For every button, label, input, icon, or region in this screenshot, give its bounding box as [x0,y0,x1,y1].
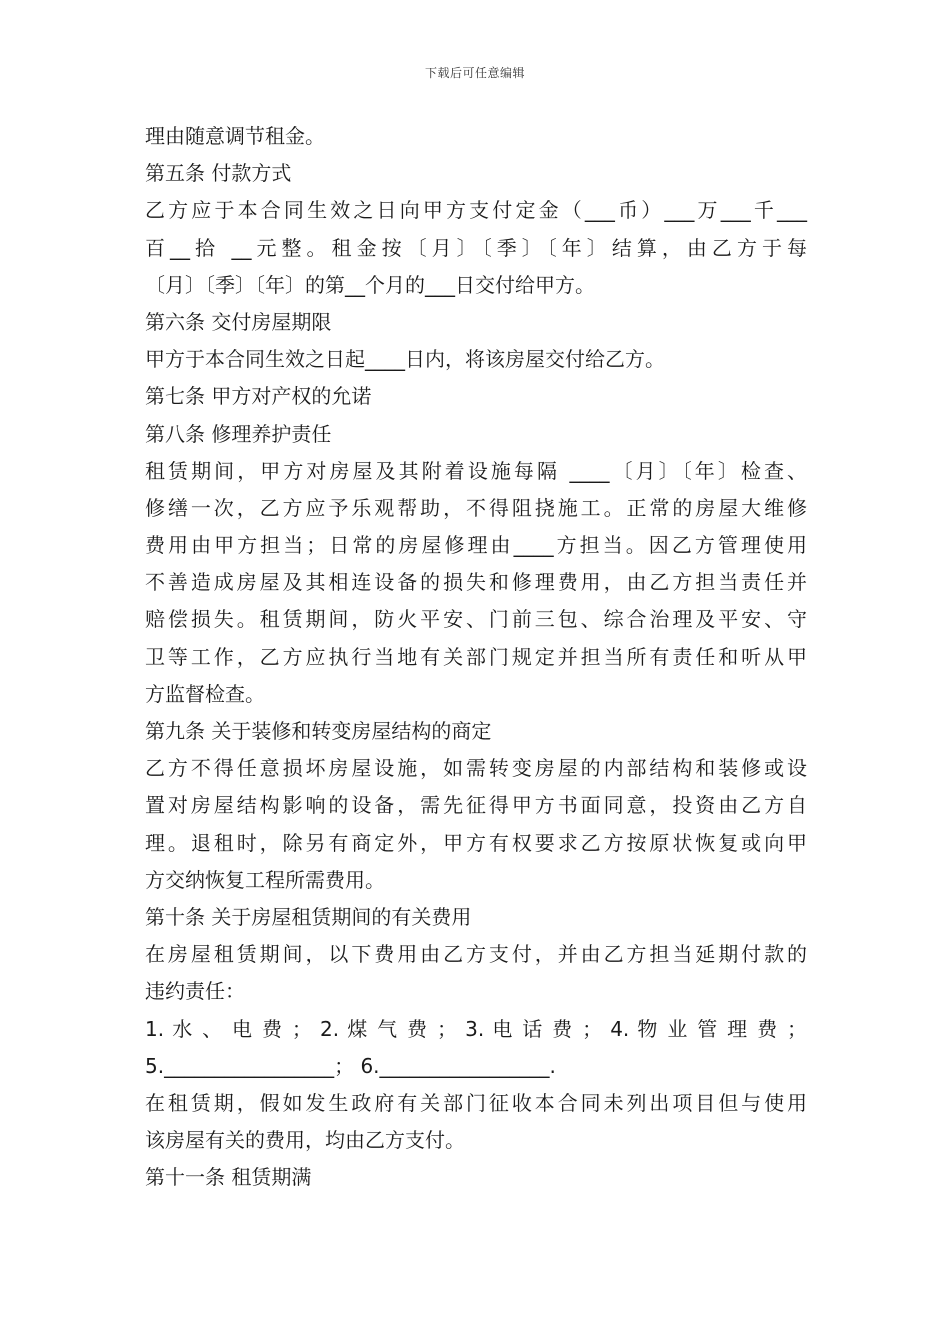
fee-list-blank-line: 5._________________； 6._________________. [145,1053,556,1078]
paragraph-line: 甲方于本合同生效之日起____日内，将该房屋交付给乙方。 [145,347,665,372]
paragraph-line: 方交纳恢复工程所需费用。 [145,867,385,892]
paragraph-line: 租赁期间，甲方对房屋及其附着设施每隔 ____〔月〕〔年〕检查、 [145,458,807,483]
section-heading: 第八条 修理养护责任 [145,421,332,446]
page-header-note: 下载后可任意编辑 [424,66,525,80]
section-heading: 第七条 甲方对产权的允诺 [145,384,372,409]
paragraph-line: 方监督检查。 [145,681,265,706]
paragraph-line: 不善造成房屋及其相连设备的损失和修理费用，由乙方担当责任并 [145,570,807,595]
paragraph-line: 卫等工作，乙方应执行当地有关部门规定并担当所有责任和听从甲 [145,644,807,669]
paragraph-line: 理。退租时，除另有商定外，甲方有权要求乙方按原状恢复或向甲 [145,830,807,855]
section-heading: 第九条 关于装修和转变房屋结构的商定 [145,719,492,743]
paragraph-line: 乙方不得任意损坏房屋设施，如需转变房屋的内部结构和装修或设 [145,756,807,781]
paragraph-line: 〔月〕〔季〕〔年〕的第__个月的___日交付给甲方。 [145,272,595,297]
paragraph-line: 在房屋租赁期间，以下费用由乙方支付，并由乙方担当延期付款的 [145,942,807,967]
section-heading: 第十一条 租赁期满 [145,1165,312,1190]
paragraph-line: 修缮一次，乙方应予乐观帮助，不得阻挠施工。正常的房屋大维修 [145,495,807,520]
section-heading: 第五条 付款方式 [145,161,292,186]
paragraph-line: 费用由甲方担当；日常的房屋修理由____方担当。因乙方管理使用 [145,533,807,558]
paragraph-line: 百__拾 __元整。租金按〔月〕〔季〕〔年〕结算，由乙方于每 [145,235,807,260]
document-body [145,118,807,1196]
section-heading: 第六条 交付房屋期限 [145,309,332,334]
paragraph-line: 理由随意调节租金。 [145,124,325,148]
paragraph-line: 置对房屋结构影响的设备，需先征得甲方书面同意，投资由乙方自 [145,793,807,818]
section-heading: 第十条 关于房屋租赁期间的有关费用 [145,904,472,929]
paragraph-line: 违约责任： [145,979,245,1004]
fee-list-line: 1. 水 、 电 费 ； 2. 煤 气 费 ； 3. 电 话 费 ； 4. 物 业 管 理 费 ； [145,1016,807,1041]
paragraph-line: 乙方应于本合同生效之日向甲方支付定金（___币）___万___千___ [145,198,807,223]
paragraph-line: 在租赁期，假如发生政府有关部门征收本合同未列出项目但与使用 [145,1090,807,1115]
paragraph-line: 赔偿损失。租赁期间，防火平安、门前三包、综合治理及平安、守 [145,607,807,632]
paragraph-line: 该房屋有关的费用，均由乙方支付。 [145,1128,465,1153]
